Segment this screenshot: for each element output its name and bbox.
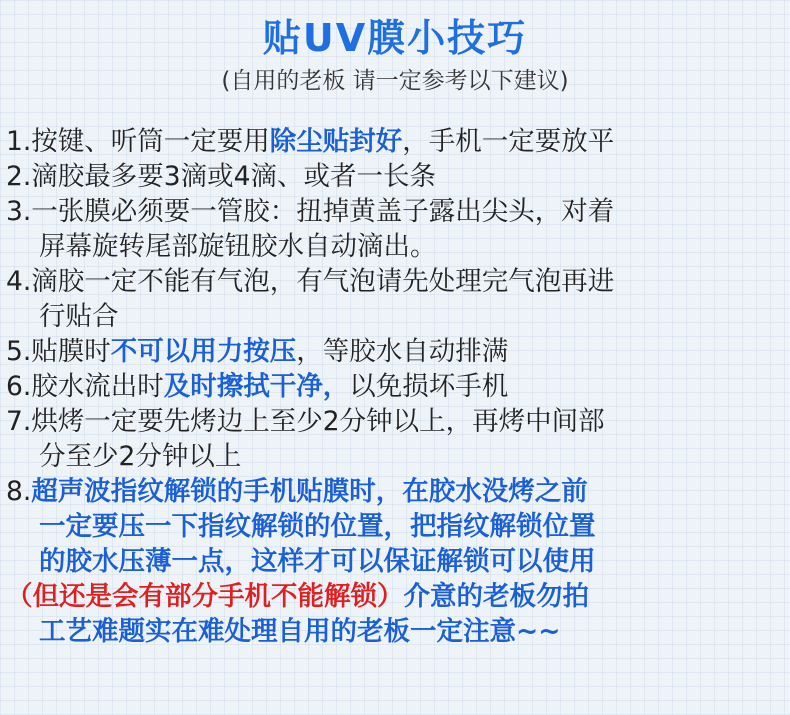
- tip-5: [6, 334, 786, 369]
- tip-number: 7.: [6, 406, 32, 437]
- tip-text: ，等胶水自动排满: [296, 336, 509, 367]
- tip-text: 介意的老板勿拍: [403, 581, 589, 612]
- tip-number: 2.: [6, 161, 32, 192]
- tip-text: 按键、听筒一定要用: [31, 126, 270, 157]
- tip-number: 3.: [6, 196, 32, 227]
- tip-6: [6, 369, 786, 404]
- tip-4-continuation: 行贴合: [39, 301, 119, 332]
- tip-text: 胶水流出时: [31, 371, 164, 402]
- tip-8-line-3: 的胶水压薄一点，这样才可以保证解锁可以使用: [39, 546, 596, 577]
- tip-number: 5.: [6, 336, 32, 367]
- tip-3: [6, 194, 786, 229]
- tip-7-continuation: 分至少2分钟以上: [39, 441, 242, 472]
- tip-text: 超声波指纹解锁的手机贴膜时，在胶水没烤之前: [31, 476, 588, 507]
- tip-8: [6, 474, 786, 509]
- tip-2: [6, 159, 786, 194]
- tip-text: 以免损坏手机: [349, 371, 509, 402]
- tip-8-line-2: 一定要压一下指纹解锁的位置，把指纹解锁位置: [39, 511, 596, 542]
- tip-highlight: 及时擦拭干净，: [163, 371, 350, 402]
- tips-list: [6, 124, 786, 649]
- tip-number: 6.: [6, 371, 32, 402]
- tip-number: 8.: [6, 476, 32, 507]
- tip-3-continuation: 屏幕旋转尾部旋钮胶水自动滴出。: [39, 231, 437, 262]
- tip-text: 一张膜必须要一管胶：扭掉黄盖子露出尖头，对着: [31, 196, 615, 227]
- tip-text: 贴膜时: [31, 336, 111, 367]
- tip-text: 烘烤一定要先烤边上至少2分钟以上，再烤中间部: [31, 406, 605, 437]
- tip-text: ，手机一定要放平: [402, 126, 615, 157]
- tip-8-line-4: [6, 579, 786, 614]
- tip-text: 滴胶一定不能有气泡，有气泡请先处理完气泡再进: [31, 266, 615, 297]
- tip-8-line-5: 工艺难题实在难处理自用的老板一定注意~~: [39, 616, 561, 647]
- tip-1: [6, 124, 786, 159]
- tip-number: 4.: [6, 266, 32, 297]
- page-subtitle: (自用的老板 请一定参考以下建议): [221, 68, 569, 94]
- tip-text: 滴胶最多要3滴或4滴、或者一长条: [31, 161, 437, 192]
- tip-4: [6, 264, 786, 299]
- warning-text: （但还是会有部分手机不能解锁）: [6, 581, 404, 612]
- page-title: 贴UV膜小技巧: [262, 16, 528, 60]
- tip-number: 1.: [6, 126, 32, 157]
- tip-highlight: 不可以用力按压: [110, 336, 297, 367]
- tip-highlight: 除尘贴封好: [269, 126, 403, 157]
- tip-7: [6, 404, 786, 439]
